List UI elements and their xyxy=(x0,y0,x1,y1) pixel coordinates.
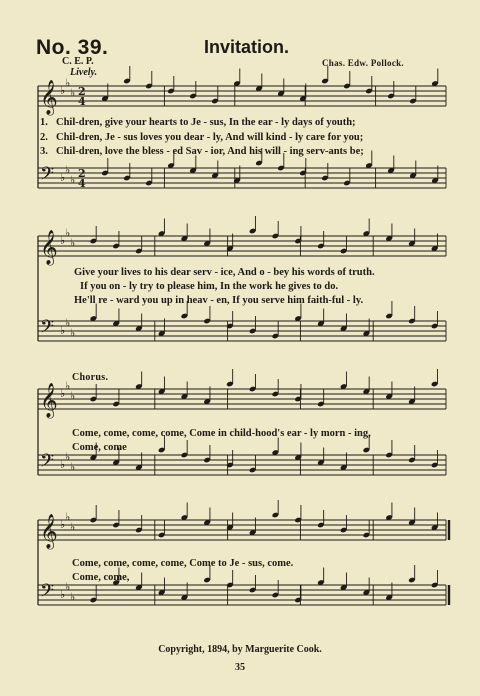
verse-3-line xyxy=(0,146,480,160)
chorus-text: Come, come xyxy=(72,442,127,453)
flat-sign: ♭ xyxy=(65,76,71,90)
copyright-notice: Copyright, 1894, by Marguerite Cook. xyxy=(158,644,322,655)
flat-sign: ♭ xyxy=(70,236,76,250)
bass-clef: 𝄢 xyxy=(40,164,55,189)
treble-clef: 𝄞 xyxy=(40,230,58,265)
verse-text: He'll re - ward you up in heav - en, If you serve him faith-ful - ly. xyxy=(74,295,364,306)
chorus-line-2-lower xyxy=(0,572,480,586)
flat-sign: ♭ xyxy=(70,326,76,340)
flat-sign: ♭ xyxy=(65,450,71,464)
flat-sign: ♭ xyxy=(60,458,66,471)
lyricist-initials: C. E. P. xyxy=(62,56,94,67)
flat-sign: ♭ xyxy=(65,163,71,177)
bass-clef: 𝄢 xyxy=(40,317,55,342)
verse-1-line xyxy=(0,117,480,131)
time-signature: 2 xyxy=(78,85,86,98)
chorus-label: Chorus. xyxy=(72,372,109,383)
chorus-text: Come, come, come, come, Come to Je - sus, come. xyxy=(72,558,294,569)
chorus-line-1-lower xyxy=(0,442,480,456)
flat-sign: ♭ xyxy=(60,84,66,97)
page-number: 35 xyxy=(235,662,245,673)
flat-sign: ♭ xyxy=(60,588,66,601)
bass-clef: 𝄢 xyxy=(40,451,55,476)
flat-sign: ♭ xyxy=(65,379,71,393)
verse-1-continuation xyxy=(0,267,480,281)
flat-sign: ♭ xyxy=(70,460,76,474)
verse-3-continuation xyxy=(0,295,480,309)
tempo-marking: Lively. xyxy=(70,67,98,78)
verse-text: If you on - ly try to please him, In the work he gives to do. xyxy=(80,281,339,292)
treble-clef: 𝄞 xyxy=(40,80,58,115)
bass-clef: 𝄢 xyxy=(40,581,55,606)
treble-clef: 𝄞 xyxy=(40,383,58,418)
flat-sign: ♭ xyxy=(65,316,71,330)
chorus-text: Come, come, xyxy=(72,572,130,583)
verse-text: Give your lives to his dear serv - ice, And o - bey his words of truth. xyxy=(74,267,375,278)
verse-number: 1. xyxy=(40,117,48,128)
verse-number: 3. xyxy=(40,146,48,157)
treble-clef: 𝄞 xyxy=(40,514,58,549)
flat-sign: ♭ xyxy=(70,389,76,403)
flat-sign: ♭ xyxy=(60,234,66,247)
flat-sign: ♭ xyxy=(70,590,76,604)
verse-text: Chil-dren, love the bless - ed Sav - ior, And his will - ing serv-ants be; xyxy=(56,146,364,157)
verse-number: 2. xyxy=(40,132,48,143)
time-signature: 4 xyxy=(78,95,86,108)
time-signature: 4 xyxy=(78,177,86,190)
chorus-line-2-upper xyxy=(0,558,480,572)
flat-sign: ♭ xyxy=(60,518,66,531)
verse-2-continuation xyxy=(0,281,480,295)
verse-2-line xyxy=(0,132,480,146)
hymn-number: No. 39. xyxy=(36,36,109,59)
time-signature: 2 xyxy=(78,167,86,180)
flat-sign: ♭ xyxy=(60,171,66,184)
verse-text: Chil-dren, Je - sus loves you dear - ly, And will kind - ly care for you; xyxy=(56,132,364,143)
flat-sign: ♭ xyxy=(60,324,66,337)
flat-sign: ♭ xyxy=(70,520,76,534)
flat-sign: ♭ xyxy=(70,173,76,187)
chorus-line-1-upper xyxy=(0,428,480,442)
flat-sign: ♭ xyxy=(60,387,66,400)
composer-credit: Chas. Edw. Pollock. xyxy=(322,58,404,68)
hymn-title: Invitation. xyxy=(204,37,289,57)
flat-sign: ♭ xyxy=(65,510,71,524)
verse-text: Chil-dren, give your hearts to Je - sus, In the ear - ly days of youth; xyxy=(56,117,356,128)
flat-sign: ♭ xyxy=(65,580,71,594)
flat-sign: ♭ xyxy=(65,226,71,240)
flat-sign: ♭ xyxy=(70,86,76,100)
chorus-text: Come, come, come, come, Come in child-hood's ear - ly morn - ing, xyxy=(72,428,371,439)
